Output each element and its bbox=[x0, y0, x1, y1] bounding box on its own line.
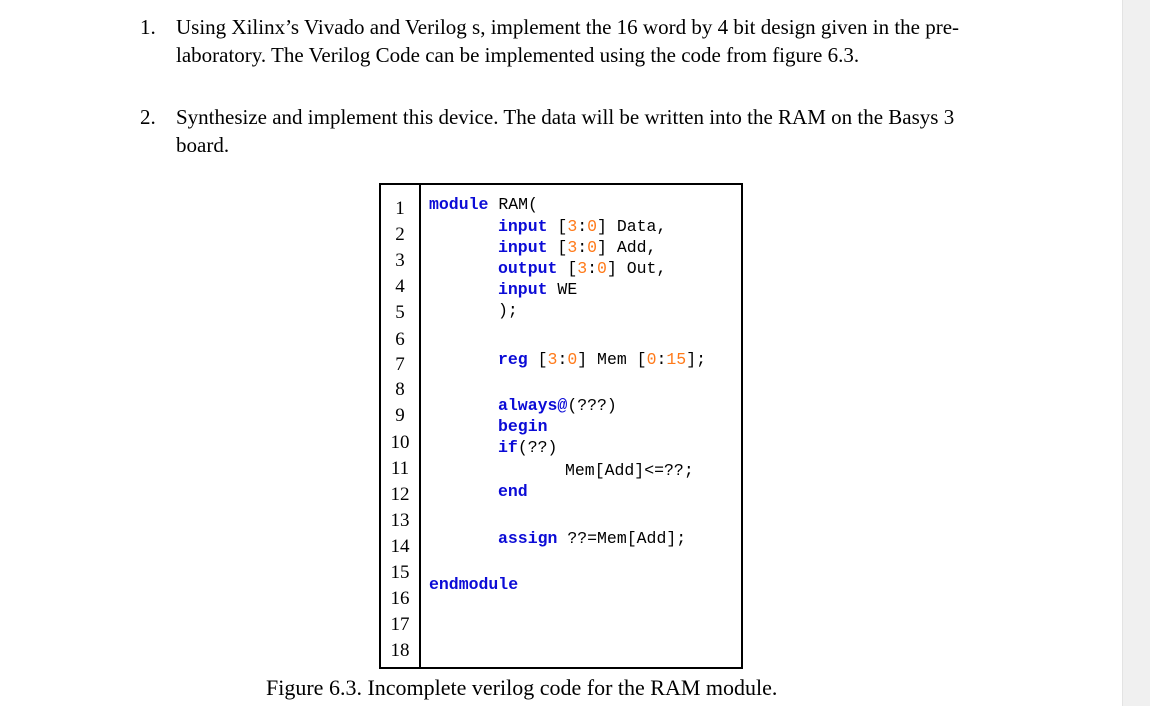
code-text: : bbox=[587, 259, 598, 278]
code-number: 0 bbox=[587, 217, 598, 236]
code-line bbox=[498, 350, 706, 370]
code-keyword: input bbox=[498, 217, 548, 236]
code-line bbox=[498, 301, 518, 321]
code-text: (??) bbox=[517, 438, 558, 457]
code-line bbox=[498, 280, 577, 300]
code-line bbox=[498, 529, 686, 549]
list-item-text: Using Xilinx’s Vivado and Verilog s, implement the 16 word by 4 bit design given in the pre-laboratory. The Verilog Code can be implemented using the code from figure 6.3. bbox=[176, 15, 960, 67]
code-line bbox=[429, 195, 538, 215]
code-text: ??=Mem[Add]; bbox=[557, 529, 687, 548]
list-item-number: 2. bbox=[140, 105, 156, 129]
code-number: 15 bbox=[666, 350, 687, 369]
line-number: 1 bbox=[395, 198, 405, 219]
code-text: (???) bbox=[567, 396, 617, 415]
code-number: 0 bbox=[597, 259, 607, 278]
line-number: 9 bbox=[395, 405, 405, 426]
code-keyword: always@ bbox=[498, 396, 568, 415]
code-line bbox=[498, 217, 666, 237]
code-line bbox=[498, 396, 617, 416]
code-line bbox=[429, 575, 518, 595]
code-keyword: module bbox=[429, 195, 489, 214]
code-number: 3 bbox=[567, 238, 578, 257]
line-number: 2 bbox=[395, 224, 405, 245]
line-number: 10 bbox=[390, 432, 410, 453]
code-text: : bbox=[577, 217, 588, 236]
code-text: ] Out, bbox=[606, 259, 667, 278]
code-keyword: reg bbox=[498, 350, 528, 369]
line-number: 4 bbox=[395, 276, 405, 297]
list-item bbox=[140, 13, 1010, 69]
code-text: WE bbox=[547, 280, 578, 299]
code-text: : bbox=[656, 350, 667, 369]
code-text: ] Add, bbox=[597, 238, 657, 257]
list-item bbox=[140, 103, 1010, 159]
code-text: ); bbox=[498, 301, 518, 320]
list-item-text: Synthesize and implement this device. The data will be written into the RAM on the Basys 3 board. bbox=[176, 105, 955, 157]
code-number: 0 bbox=[587, 238, 598, 257]
code-text: : bbox=[557, 350, 568, 369]
code-keyword: end bbox=[498, 482, 528, 501]
line-number: 16 bbox=[390, 588, 410, 609]
code-number: 3 bbox=[577, 259, 588, 278]
line-number: 13 bbox=[390, 510, 410, 531]
code-line bbox=[498, 417, 548, 437]
line-number: 8 bbox=[395, 379, 405, 400]
line-number: 6 bbox=[395, 329, 405, 350]
code-keyword: if bbox=[498, 438, 518, 457]
code-text: [ bbox=[557, 259, 578, 278]
code-number: 0 bbox=[646, 350, 657, 369]
line-number: 14 bbox=[390, 536, 410, 557]
code-text: RAM( bbox=[488, 195, 538, 214]
line-number: 17 bbox=[390, 614, 410, 635]
line-number: 5 bbox=[395, 302, 405, 323]
code-keyword: input bbox=[498, 238, 548, 257]
code-line bbox=[565, 461, 694, 481]
line-number: 18 bbox=[390, 640, 410, 661]
line-number: 3 bbox=[395, 250, 405, 271]
code-text: ]; bbox=[686, 350, 706, 369]
code-text: [ bbox=[527, 350, 548, 369]
code-line bbox=[498, 482, 528, 502]
code-keyword: begin bbox=[498, 417, 548, 436]
list-item-number: 1. bbox=[140, 15, 156, 39]
code-text: : bbox=[577, 238, 588, 257]
vertical-scrollbar[interactable] bbox=[1122, 0, 1150, 706]
figure-caption: Figure 6.3. Incomplete verilog code for the RAM module. bbox=[266, 675, 778, 700]
code-keyword: input bbox=[498, 280, 548, 299]
code-block bbox=[381, 185, 741, 667]
line-number: 12 bbox=[390, 484, 410, 505]
code-number: 3 bbox=[547, 350, 558, 369]
code-number: 3 bbox=[567, 217, 578, 236]
code-figure bbox=[379, 183, 743, 669]
line-number: 15 bbox=[390, 562, 410, 583]
line-number: 7 bbox=[395, 354, 405, 375]
code-line bbox=[498, 238, 656, 258]
code-text: [ bbox=[547, 217, 568, 236]
code-line bbox=[498, 259, 666, 279]
code-keyword: assign bbox=[498, 529, 558, 548]
code-number: 0 bbox=[567, 350, 578, 369]
code-text: ] Mem [ bbox=[577, 350, 647, 369]
code-text: [ bbox=[547, 238, 568, 257]
line-number: 11 bbox=[390, 458, 410, 479]
code-keyword: endmodule bbox=[429, 575, 519, 594]
code-text: Mem[Add]<=??; bbox=[565, 461, 694, 480]
code-line bbox=[498, 438, 557, 458]
code-keyword: output bbox=[498, 259, 558, 278]
code-text: ] Data, bbox=[597, 217, 667, 236]
